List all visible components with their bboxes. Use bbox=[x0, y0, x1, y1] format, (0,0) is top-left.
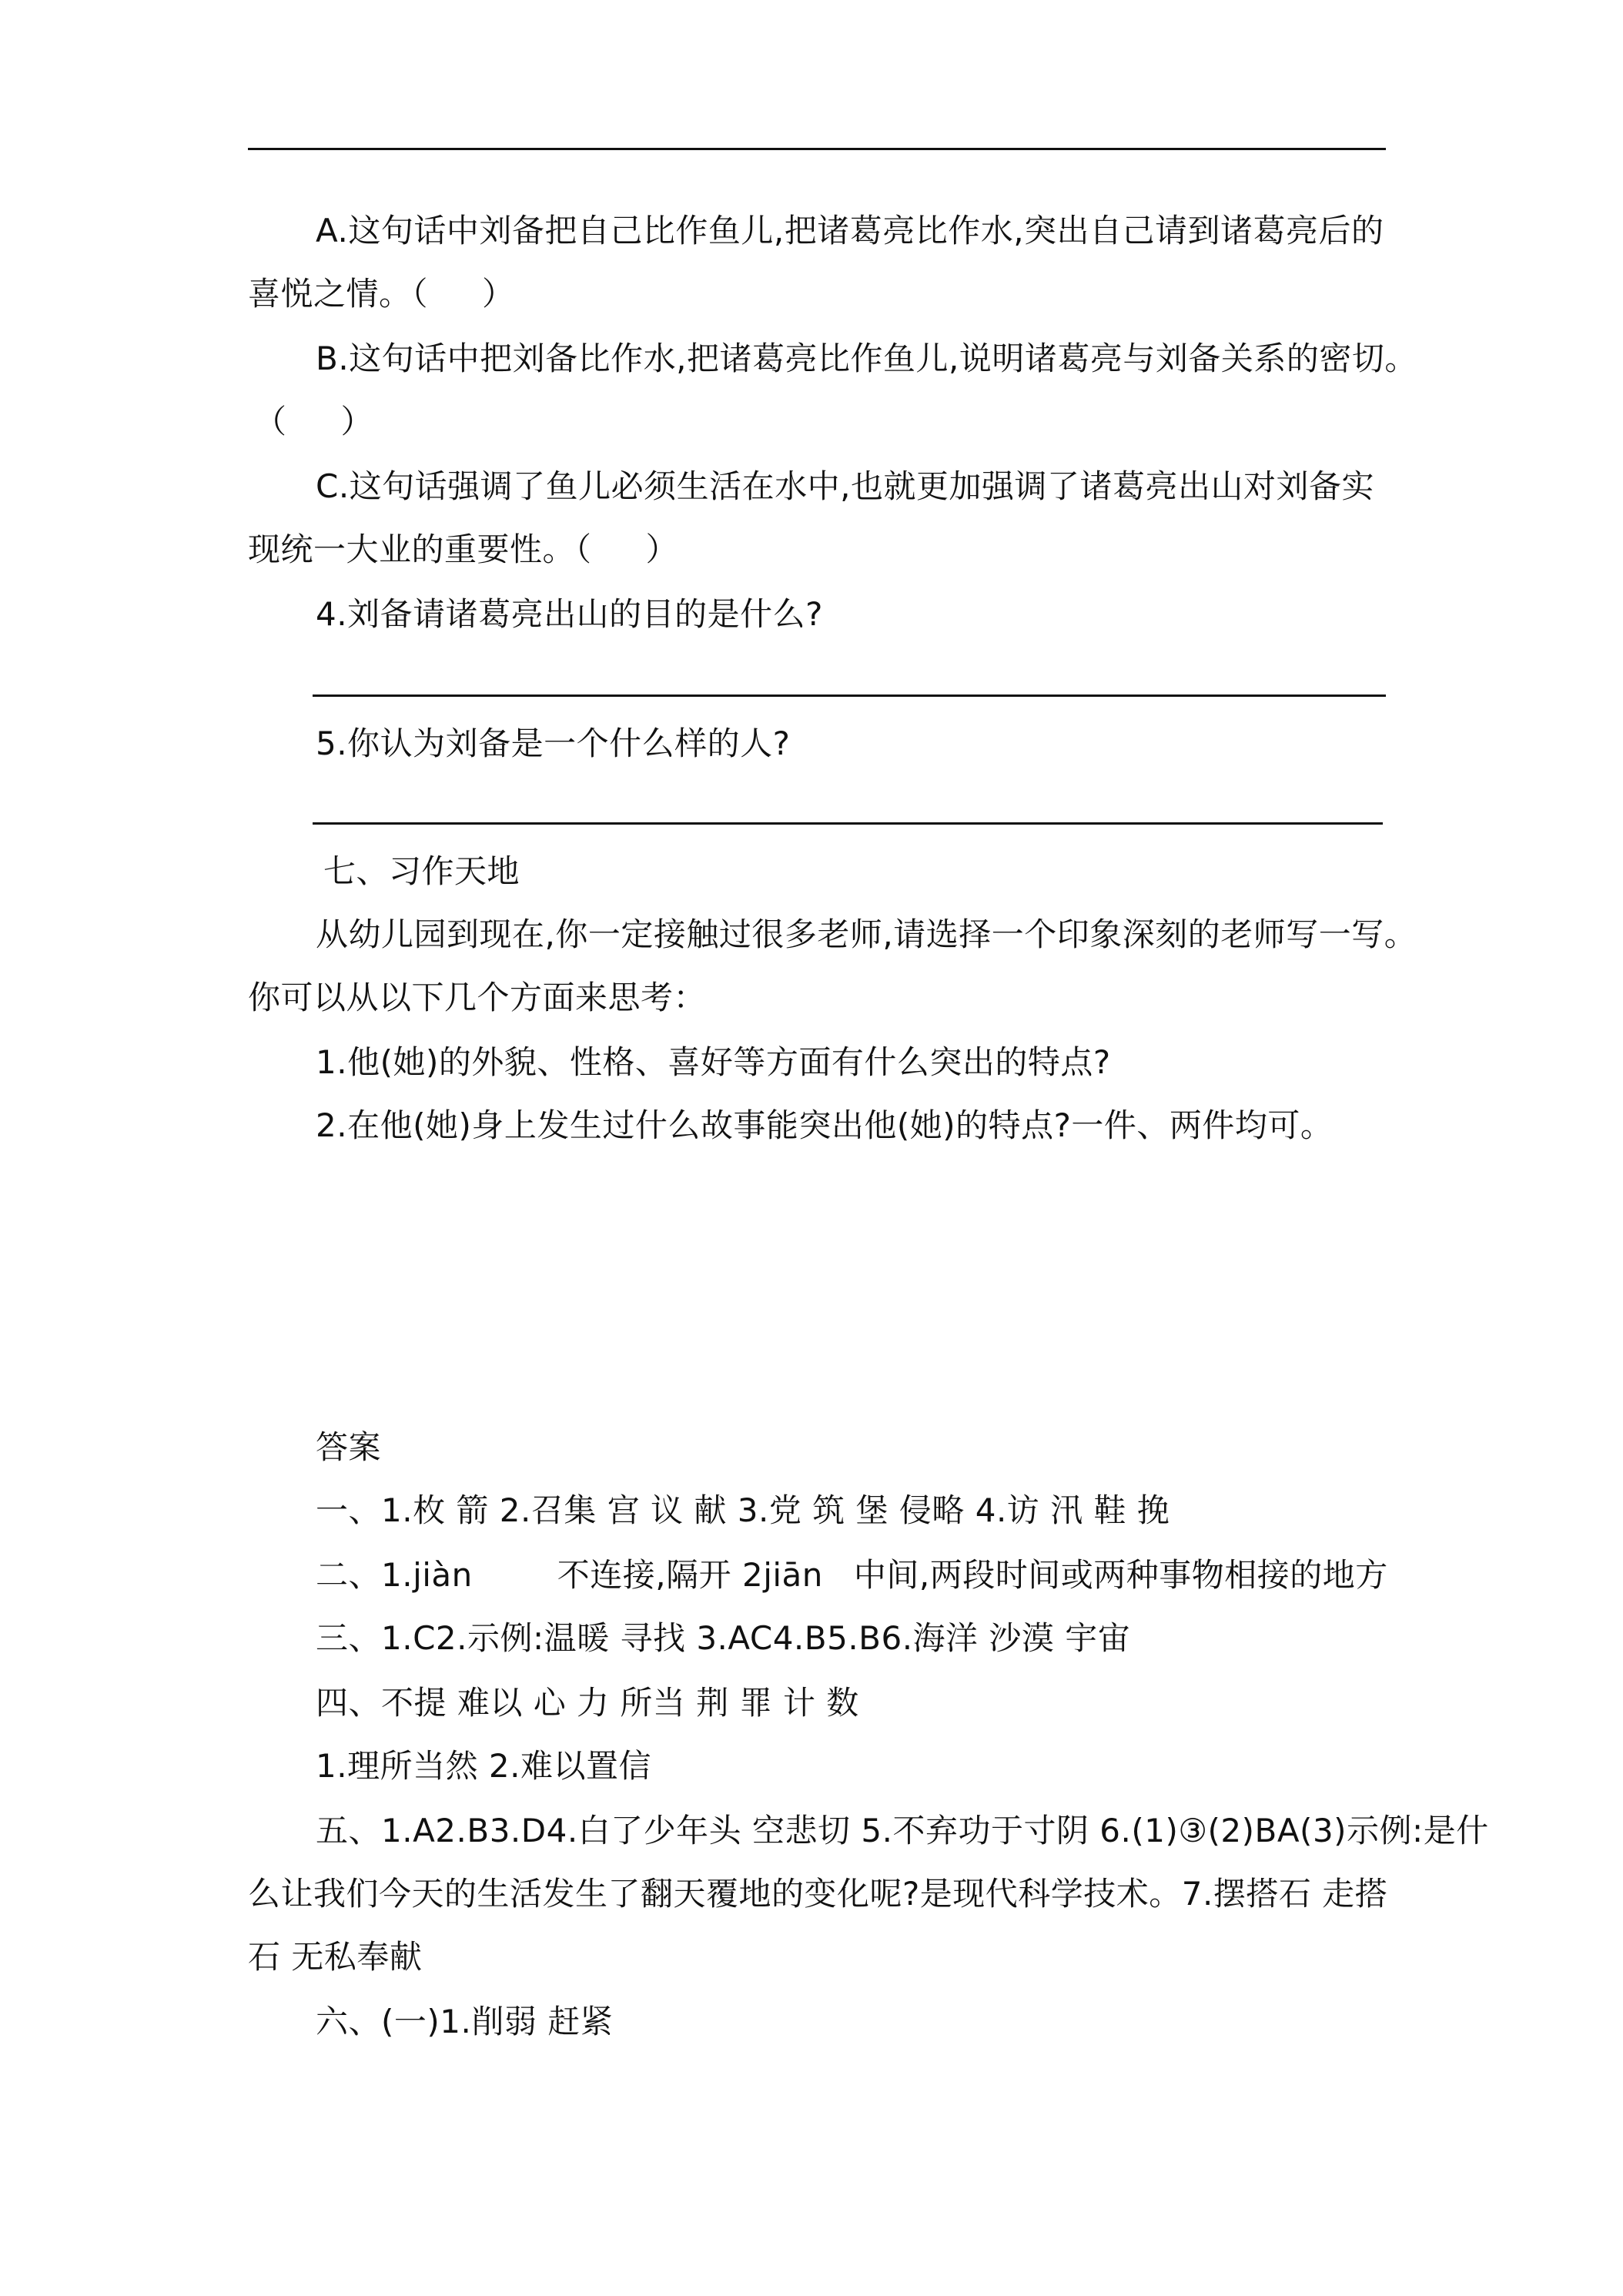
option-a-line1: A.这句话中刘备把自己比作鱼儿,把诸葛亮比作水,突出自己请到诸葛亮后的 bbox=[316, 212, 1384, 249]
section-7-intro-1: 从幼儿园到现在,你一定接触过很多老师,请选择一个印象深刻的老师写一写。 bbox=[316, 915, 1417, 953]
answer-4: 四、不提 难以 心 力 所当 荆 罪 计 数 bbox=[316, 1684, 859, 1722]
option-a-text: 喜悦之情。（ bbox=[248, 275, 429, 313]
section-7-intro-2: 你可以从以下几个方面来思考： bbox=[248, 979, 707, 1016]
section-7-heading: 七、习作天地 bbox=[323, 852, 520, 890]
option-a-close: ） bbox=[482, 275, 515, 313]
answer-2-part-3: 中间,两段时间或两种事物相接的地方 bbox=[853, 1556, 1388, 1594]
answer-line-4[interactable] bbox=[313, 694, 1386, 697]
answer-5-line2: 么让我们今天的生活发生了翻天覆地的变化呢?是现代科学技术。7.摆搭石 走搭 bbox=[248, 1875, 1388, 1913]
option-b-close: ） bbox=[340, 403, 374, 440]
answer-6: 六、(一)1.削弱 赶紧 bbox=[316, 2003, 614, 2040]
top-rule bbox=[248, 148, 1386, 150]
option-a-line2 bbox=[248, 271, 515, 317]
option-c-line1: C.这句话强调了鱼儿必须生活在水中,也就更加强调了诸葛亮出山对刘备实 bbox=[316, 467, 1375, 505]
option-c-close: ） bbox=[645, 530, 679, 568]
answers-title: 答案 bbox=[316, 1428, 382, 1466]
option-c-line2 bbox=[248, 527, 678, 573]
answer-2-part-1: 二、1.jiàn bbox=[316, 1556, 473, 1594]
answer-4b: 1.理所当然 2.难以置信 bbox=[316, 1747, 651, 1785]
answer-5-line1: 五、1.A2.B3.D4.白了少年头 空悲切 5.不弃功于寸阴 6.(1)③(2)BA(3)示例:是什 bbox=[316, 1812, 1489, 1849]
option-b-line2 bbox=[254, 399, 373, 445]
answer-line-5[interactable] bbox=[313, 822, 1383, 825]
answer-2-part-2: 不连接,隔开 2jiān bbox=[557, 1556, 823, 1594]
answer-5-line3: 石 无私奉献 bbox=[248, 1938, 423, 1976]
answer-2 bbox=[316, 1552, 1388, 1598]
option-b-line1: B.这句话中把刘备比作水,把诸葛亮比作鱼儿,说明诸葛亮与刘备关系的密切。 bbox=[316, 340, 1417, 377]
section-7-point-1: 1.他(她)的外貌、性格、喜好等方面有什么突出的特点? bbox=[316, 1043, 1111, 1081]
answer-3: 三、1.C2.示例:温暖 寻找 3.AC4.B5.B6.海洋 沙漠 宇宙 bbox=[316, 1619, 1131, 1657]
question-5: 5.你认为刘备是一个什么样的人? bbox=[316, 725, 791, 762]
answer-1: 一、1.枚 箭 2.召集 宫 议 献 3.党 筑 堡 侵略 4.访 汛 鞋 挽 bbox=[316, 1491, 1170, 1529]
option-c-text: 现统一大业的重要性。（ bbox=[248, 530, 592, 568]
section-7-point-2: 2.在他(她)身上发生过什么故事能突出他(她)的特点?一件、两件均可。 bbox=[316, 1106, 1334, 1144]
option-b-open: （ bbox=[254, 403, 287, 440]
question-4: 4.刘备请诸葛亮出山的目的是什么? bbox=[316, 595, 823, 633]
